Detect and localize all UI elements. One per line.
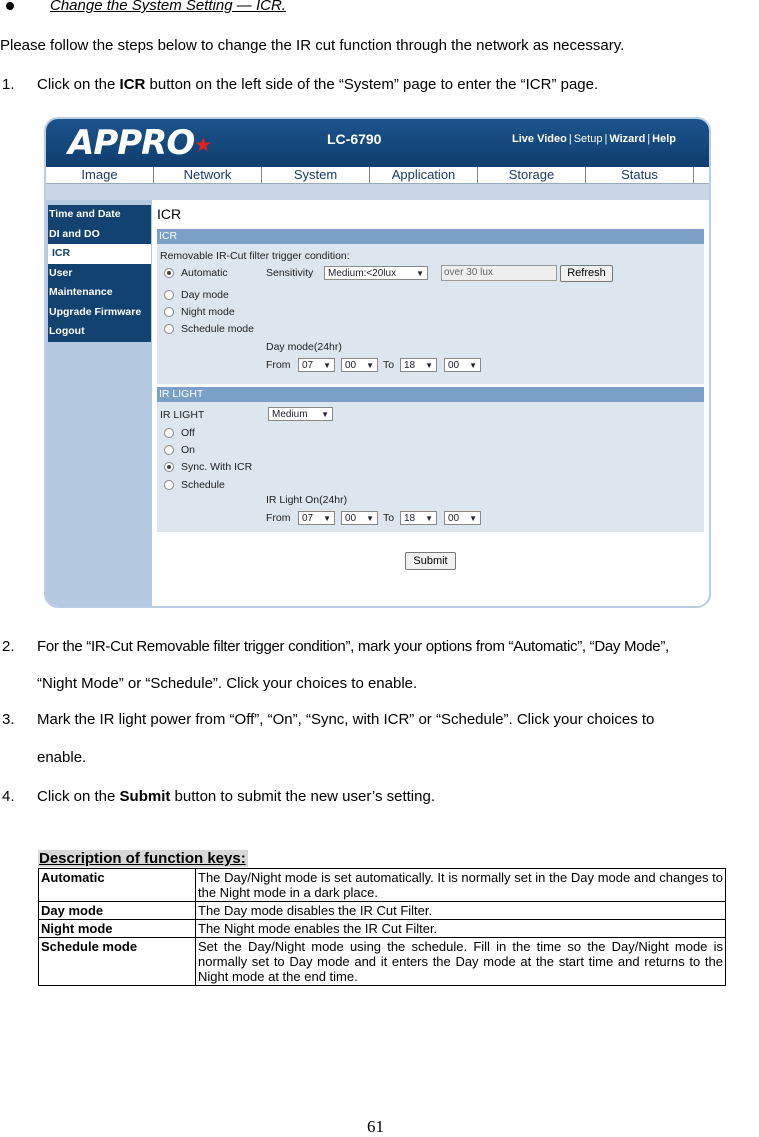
day-to-minute-select[interactable]: 00 ▼ bbox=[444, 358, 481, 372]
sidebar-item-time-and-date[interactable]: Time and Date bbox=[49, 208, 121, 220]
trigger-label: Removable IR-Cut filter trigger condition: bbox=[160, 250, 350, 262]
option-label: Off bbox=[181, 427, 195, 439]
main-nav bbox=[46, 167, 709, 184]
tab-system[interactable]: System bbox=[262, 167, 370, 183]
tab-network[interactable]: Network bbox=[154, 167, 262, 183]
radio-ir-sync[interactable] bbox=[164, 462, 174, 472]
option-label: Night mode bbox=[181, 306, 235, 318]
intro-text: Please follow the steps below to change the IR cut function through the network as necessary. bbox=[0, 37, 625, 54]
dropdown-arrow-icon: ▼ bbox=[321, 410, 329, 419]
sidebar-item-maintenance[interactable]: Maintenance bbox=[49, 286, 113, 298]
submit-button[interactable]: Submit bbox=[405, 552, 456, 570]
ir-to-minute-select[interactable]: 00 ▼ bbox=[444, 511, 481, 525]
sidebar-menu bbox=[48, 205, 151, 342]
sidebar-item-upgrade-firmware[interactable]: Upgrade Firmware bbox=[49, 305, 142, 318]
ir-light-section-body bbox=[157, 402, 704, 532]
table-row bbox=[39, 869, 726, 902]
icr-content bbox=[154, 200, 710, 608]
star-icon: ★ bbox=[194, 132, 212, 157]
key-cell: Day mode bbox=[39, 902, 196, 920]
step-3-text-cont: enable. bbox=[37, 749, 87, 766]
desc-cell: The Day mode disables the IR Cut Filter. bbox=[196, 902, 726, 920]
step-number: 1. bbox=[2, 76, 15, 93]
section-heading: Change the System Setting — ICR. bbox=[50, 0, 286, 14]
step-4-text: Click on the Submit button to submit the new user’s setting. bbox=[37, 788, 435, 805]
bullet-icon bbox=[6, 2, 14, 10]
table-row bbox=[39, 920, 726, 938]
table-row bbox=[39, 938, 726, 986]
sidebar-item-user[interactable]: User bbox=[49, 266, 73, 279]
help-link[interactable]: Help bbox=[652, 133, 676, 145]
description-title: Description of function keys: bbox=[39, 850, 246, 867]
step-2-text-cont: “Night Mode” or “Schedule”. Click your choices to enable. bbox=[37, 675, 418, 692]
option-label: On bbox=[181, 444, 196, 456]
desc-cell: The Night mode enables the IR Cut Filter. bbox=[196, 920, 726, 938]
option-label: Schedule mode bbox=[181, 323, 254, 335]
desc-cell: The Day/Night mode is set automatically. It is normally set in the Day mode and changes to the Night mode in a dark place. bbox=[196, 869, 726, 902]
ir-from-minute-select[interactable]: 00 ▼ bbox=[341, 511, 378, 525]
dropdown-arrow-icon: ▼ bbox=[469, 514, 477, 523]
ir-light-label: IR LIGHT bbox=[160, 409, 205, 421]
wizard-link[interactable]: Wizard bbox=[609, 133, 646, 145]
dropdown-arrow-icon: ▼ bbox=[366, 514, 374, 523]
to-label: To bbox=[383, 512, 395, 524]
dropdown-arrow-icon: ▼ bbox=[425, 361, 433, 370]
ir-light-section-bar: IR LIGHT bbox=[157, 387, 704, 402]
day-from-minute-select[interactable]: 00 ▼ bbox=[341, 358, 378, 372]
icr-page-screenshot bbox=[44, 117, 711, 608]
step-number: 4. bbox=[2, 788, 15, 805]
tab-application[interactable]: Application bbox=[370, 167, 478, 183]
ir-light-on-label: IR Light On(24hr) bbox=[266, 494, 348, 506]
key-cell: Night mode bbox=[39, 920, 196, 938]
sensitivity-select[interactable]: Medium:<20lux ▼ bbox=[324, 266, 428, 280]
radio-ir-schedule[interactable] bbox=[164, 480, 174, 490]
step-3-text: Mark the IR light power from “Off”, “On”, “Sync, with ICR” or “Schedule”. Click your choices to bbox=[37, 711, 655, 728]
sensitivity-label: Sensitivity bbox=[266, 267, 314, 279]
nav-stripe bbox=[46, 184, 709, 200]
sidebar-item-logout[interactable]: Logout bbox=[49, 325, 85, 337]
desc-cell: Set the Day/Night mode using the schedule. Fill in the time so the Day/Night mode is normally set to Day mode and it enters the Day mode at the start time and returns to the Night mode at the end time. bbox=[196, 938, 726, 986]
radio-automatic[interactable] bbox=[164, 268, 174, 278]
from-label: From bbox=[266, 359, 291, 371]
step-number: 2. bbox=[2, 638, 15, 655]
ir-from-hour-select[interactable]: 07 ▼ bbox=[298, 511, 335, 525]
option-label: Automatic bbox=[181, 267, 228, 279]
function-keys-table bbox=[38, 868, 726, 986]
icr-section-body bbox=[157, 244, 704, 384]
radio-day-mode[interactable] bbox=[164, 290, 174, 300]
dropdown-arrow-icon: ▼ bbox=[366, 361, 374, 370]
ir-to-hour-select[interactable]: 18 ▼ bbox=[400, 511, 437, 525]
icr-section-bar: ICR bbox=[157, 229, 704, 244]
key-cell: Automatic bbox=[39, 869, 196, 902]
radio-ir-on[interactable] bbox=[164, 445, 174, 455]
top-links: Live Video | Setup | Wizard | Help bbox=[512, 133, 676, 145]
table-row bbox=[39, 902, 726, 920]
step-1-text: Click on the ICR button on the left side of the “System” page to enter the “ICR” page. bbox=[37, 76, 599, 93]
day-to-hour-select[interactable]: 18 ▼ bbox=[400, 358, 437, 372]
dropdown-arrow-icon: ▼ bbox=[323, 514, 331, 523]
dropdown-arrow-icon: ▼ bbox=[416, 269, 424, 278]
to-label: To bbox=[383, 359, 395, 371]
refresh-button[interactable]: Refresh bbox=[560, 265, 613, 282]
tab-image[interactable]: Image bbox=[46, 167, 154, 183]
from-label: From bbox=[266, 512, 291, 524]
dropdown-arrow-icon: ▼ bbox=[323, 361, 331, 370]
page-number: 61 bbox=[367, 1117, 384, 1136]
radio-night-mode[interactable] bbox=[164, 307, 174, 317]
tab-storage[interactable]: Storage bbox=[478, 167, 586, 183]
live-video-link[interactable]: Live Video bbox=[512, 133, 567, 145]
option-label: Sync. With ICR bbox=[181, 461, 253, 473]
lux-field[interactable]: over 30 lux bbox=[441, 265, 557, 281]
appro-logo: APPRO★ bbox=[68, 123, 212, 163]
dropdown-arrow-icon: ▼ bbox=[425, 514, 433, 523]
step-2-text: For the “IR-Cut Removable filter trigger condition”, mark your options from “Automatic”, “Day Mode”, bbox=[37, 638, 669, 655]
ir-light-select[interactable]: Medium ▼ bbox=[268, 407, 333, 421]
day-from-hour-select[interactable]: 07 ▼ bbox=[298, 358, 335, 372]
model-name: LC-6790 bbox=[327, 131, 382, 147]
header-bar bbox=[46, 119, 709, 167]
radio-schedule-mode[interactable] bbox=[164, 324, 174, 334]
day-mode-label: Day mode(24hr) bbox=[266, 341, 342, 353]
setup-link[interactable]: Setup bbox=[573, 133, 603, 145]
key-cell: Schedule mode bbox=[39, 938, 196, 986]
tab-status[interactable]: Status bbox=[586, 167, 694, 183]
option-label: Day mode bbox=[181, 289, 229, 301]
dropdown-arrow-icon: ▼ bbox=[469, 361, 477, 370]
sidebar-item-di-and-do[interactable]: DI and DO bbox=[49, 227, 100, 240]
step-number: 3. bbox=[2, 711, 15, 728]
page-title: ICR bbox=[157, 206, 182, 222]
sidebar-item-icr[interactable]: ICR bbox=[48, 244, 151, 264]
option-label: Schedule bbox=[181, 479, 225, 491]
radio-ir-off[interactable] bbox=[164, 428, 174, 438]
